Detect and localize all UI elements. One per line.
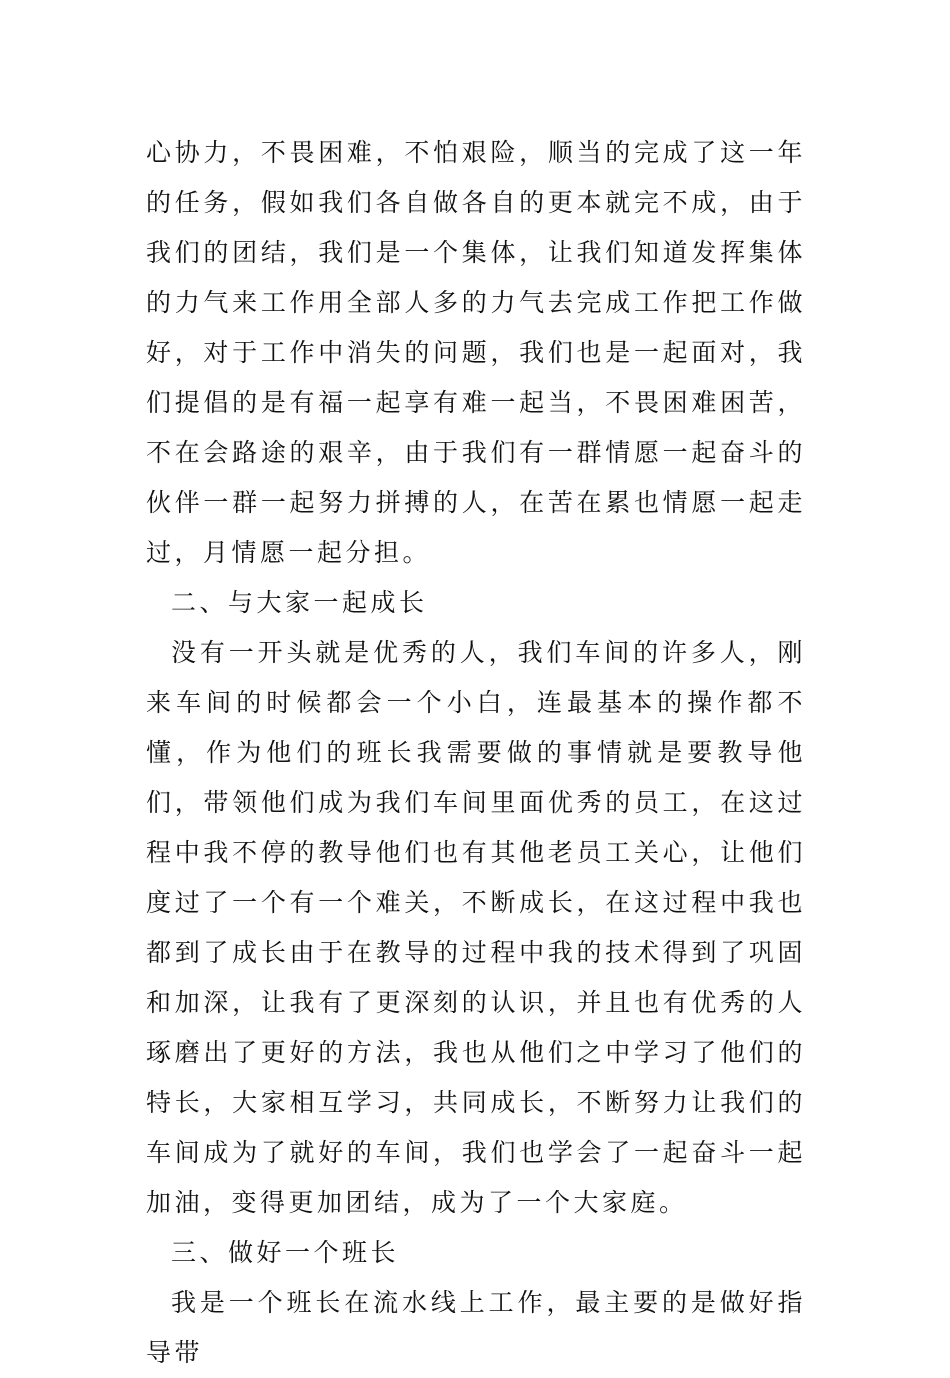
section-heading-team-leader: 三、做好一个班长 [171,1238,400,1267]
section-heading-growth: 二、与大家一起成长 [171,588,428,617]
document-body [146,128,806,1378]
paragraph-team-leader: 我是一个班长在流水线上工作，最主要的是做好指导带 [146,1288,806,1367]
paragraph-continuation: 心协力，不畏困难，不怕艰险，顺当的完成了这一年的任务，假如我们各自做各自的更本就完不成，由于我们的团结，我们是一个集体，让我们知道发挥集体的力气来工作用全部人多的力气去完成工作把工作做好，对于工作中消失的问题，我们也是一起面对，我们提倡的是有福一起享有难一起当，不畏困难困苦，不在会路途的艰辛，由于我们有一群情愿一起奋斗的伙伴一群一起努力拼搏的人，在苦在累也情愿一起走过，月情愿一起分担。 [146,138,806,567]
paragraph-growth: 没有一开头就是优秀的人，我们车间的许多人，刚来车间的时候都会一个小白，连最基本的操作都不懂，作为他们的班长我需要做的事情就是要教导他们，带领他们成为我们车间里面优秀的员工，在这过程中我不停的教导他们也有其他老员工关心，让他们度过了一个有一个难关，不断成长，在这过程中我也都到了成长由于在教导的过程中我的技术得到了巩固和加深，让我有了更深刻的认识，并且也有优秀的人琢磨出了更好的方法，我也从他们之中学习了他们的特长，大家相互学习，共同成长，不断努力让我们的车间成为了就好的车间，我们也学会了一起奋斗一起加油，变得更加团结，成为了一个大家庭。 [146,638,806,1217]
